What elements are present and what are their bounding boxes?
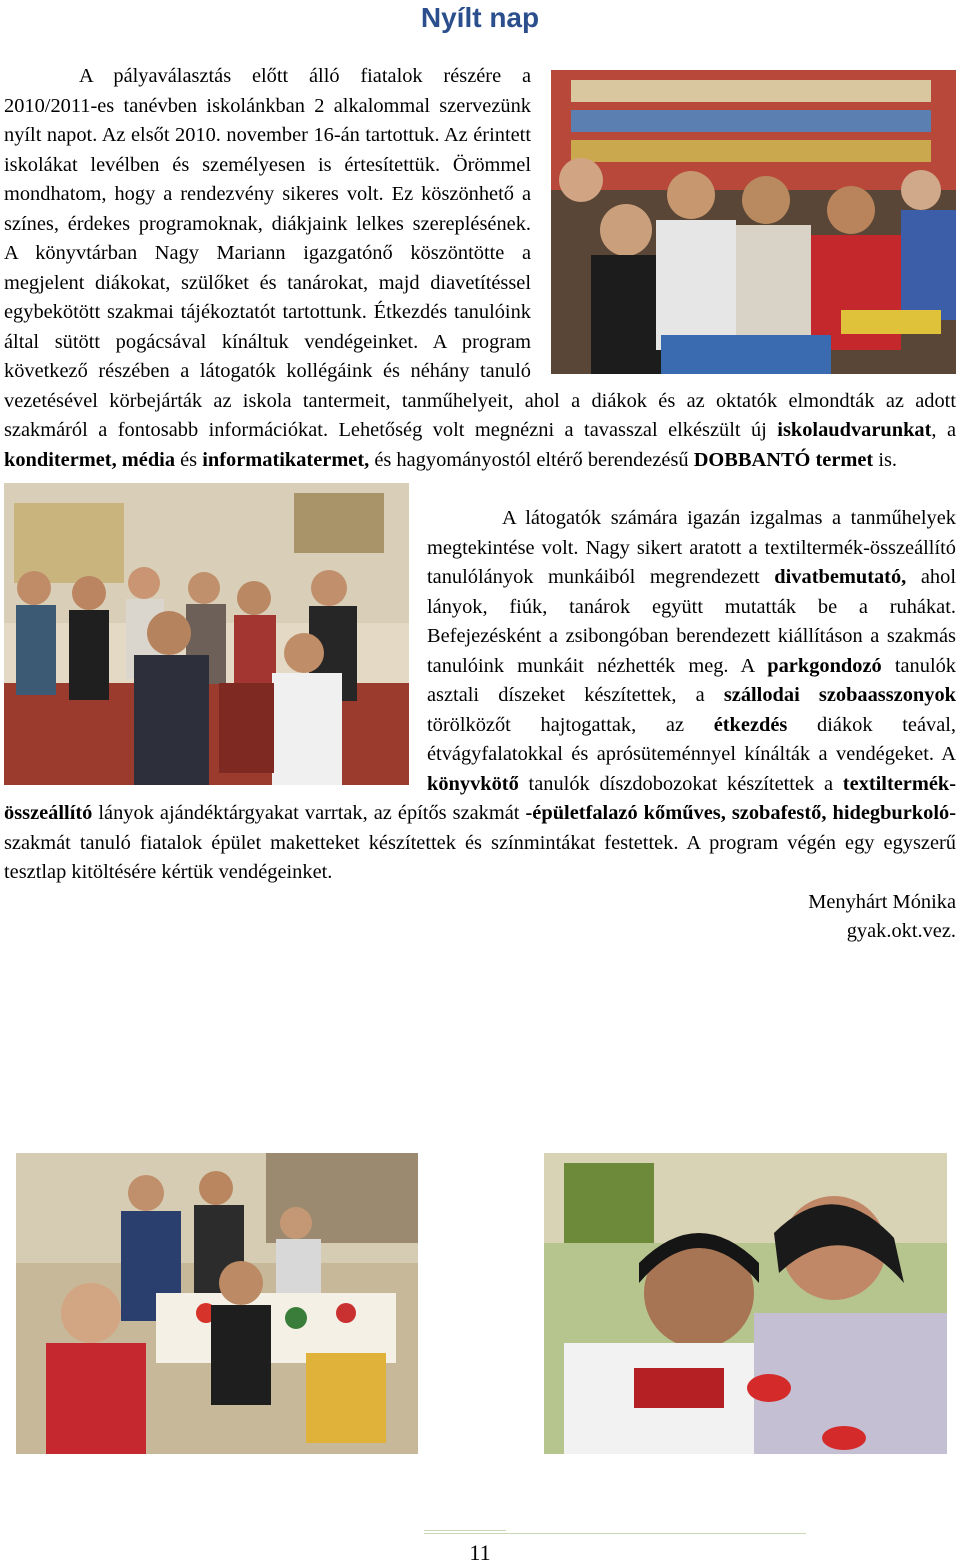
page-number: 11: [469, 1540, 491, 1565]
signature-role: gyak.okt.vez.: [846, 920, 956, 942]
workshop-photo: [544, 1153, 947, 1454]
second-paragraph: A látogatók számára igazán izgalmas a tanműhelyek megtekintése volt. Nagy sikert aratott a textiltermék-összeállító tanulólányok munkáiból megrendezett divatbemutató, ahol lányok, fiúk, tanárok együtt mutatták be a ruhákat. Befejezésként a zsibongóban berendezett kiállításon a szakmás tanulóink munkáit nézhették meg. A parkgondozó tanulók asztali díszeket készítettek, a szállodai szobaasszonyok törölközőt hajtogattak, az étkezdés diákok teával, étvágyfalatokkal és aprósüteménnyel kínálták a vendégeket. A könyvkötő tanulók díszdobozokat készítettek a textiltermék-összeállító lányok ajándéktárgyakat varrtak, az építős szakmát -épületfalazó kőműves, szobafestő, hidegburkoló- szakmát tanuló fiatalok épület maketteket készítettek és színmintákat festettek. A program végén egy egyszerű tesztlap kitöltésére kértük vendégeinket.: [4, 507, 957, 883]
footer-rule-short: [424, 1530, 506, 1531]
intro-paragraph: A pályaválasztás előtt álló fiatalok részére a 2010/2011-es tanévben iskolánkban 2 alkalommal szervezünk nyílt napot. Az elsőt 2010. november 16-án tartottuk. Az érintett iskolákat levélben és személyesen is értesítettük. Örömmel mondhatom, hogy a rendezvény sikeres volt. Ez köszönhető a színes, érdekes programoknak, diákjaink lelkes szereplésének. A könyvtárban Nagy Mariann igazgatónő köszöntötte a megjelent diákokat, szülőket és tanárokat, majd diavetítéssel egybekötött szakmai tájékoztatót tartottunk. Étkezdés tanulóink által sütött pogácsával kínáltuk vendégeinket. A program következő részében a látogatók kollégáink és néhány tanuló vezetésével körbejárták az iskola tantermeit, tanműhelyeit, ahol a diákok és az oktatók elmondták az adott szakmáról a fontosabb információkat. Lehetőség volt megnézni a tavasszal elkészült új iskolaudvarunkat, a konditermet, média és informatikatermet, és hagyományostól eltérő berendezésű DOBBANTÓ termet is.: [4, 65, 957, 471]
article-body: [4, 62, 956, 947]
buffet-photo: [16, 1153, 418, 1454]
signature-name: Menyhárt Mónika: [808, 890, 956, 913]
auditorium-photo: [4, 483, 409, 785]
page-title: Nyílt nap: [420, 2, 540, 33]
footer-rule: [424, 1533, 806, 1534]
library-photo: [551, 70, 956, 374]
